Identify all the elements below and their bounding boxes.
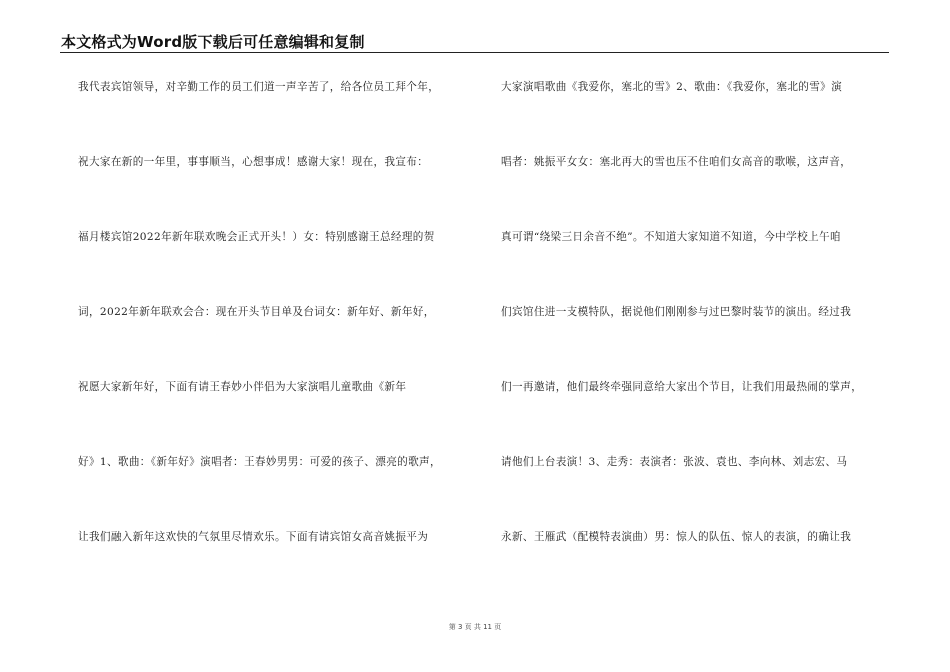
text-line: 我代表宾馆领导，对辛勤工作的员工们道一声辛苦了，给各位员工拜个年，: [78, 81, 440, 93]
text-line: 大家演唱歌曲《我爱你，塞北的雪》2、歌曲：《我爱你，塞北的雪》演: [501, 81, 843, 93]
text-line: 好》1、歌曲：《新年好》演唱者：王春妙男男：可爱的孩子、漂亮的歌声，: [78, 456, 441, 468]
text-line: 祝愿大家新年好，下面有请王春妙小伴侣为大家演唱儿童歌曲《新年: [78, 381, 407, 393]
text-line: 永新、王雁武（配模特表演曲）男：惊人的队伍、惊人的表演，的确让我: [501, 531, 852, 543]
text-line: 让我们融入新年这欢快的气氛里尽情欢乐。下面有请宾馆女高音姚振平为: [78, 531, 429, 543]
text-line: 们一再邀请，他们最终牵强同意给大家出个节目，让我们用最热闹的掌声，: [501, 381, 863, 393]
text-line: 词，2022年新年联欢会合：现在开头节目单及台词女：新年好、新年好，: [78, 306, 435, 318]
text-line: 真可谓“绕梁三日余音不绝”。不知道大家知道不知道，今中学校上午咱: [501, 231, 841, 243]
header-divider: [60, 52, 889, 53]
document-header-title: 本文格式为Word版下载后可任意编辑和复制: [61, 33, 365, 51]
text-line: 福月楼宾馆2022年新年联欢晚会正式开头！）女：特别感谢王总经理的贺: [78, 231, 435, 243]
text-line: 们宾馆住进一支模特队，据说他们刚刚参与过巴黎时装节的演出。经过我: [501, 306, 852, 318]
text-line: 唱者：姚振平女女：塞北再大的雪也压不住咱们女高音的歌喉，这声音，: [501, 156, 852, 168]
page-number-footer: 第 3 页 共 11 页: [448, 623, 502, 631]
text-line: 祝大家在新的一年里，事事顺当，心想事成！感谢大家！现在，我宣布：: [78, 156, 429, 168]
text-line: 请他们上台表演！3、走秀：表演者：张波、袁也、李向林、刘志宏、马: [501, 456, 848, 468]
